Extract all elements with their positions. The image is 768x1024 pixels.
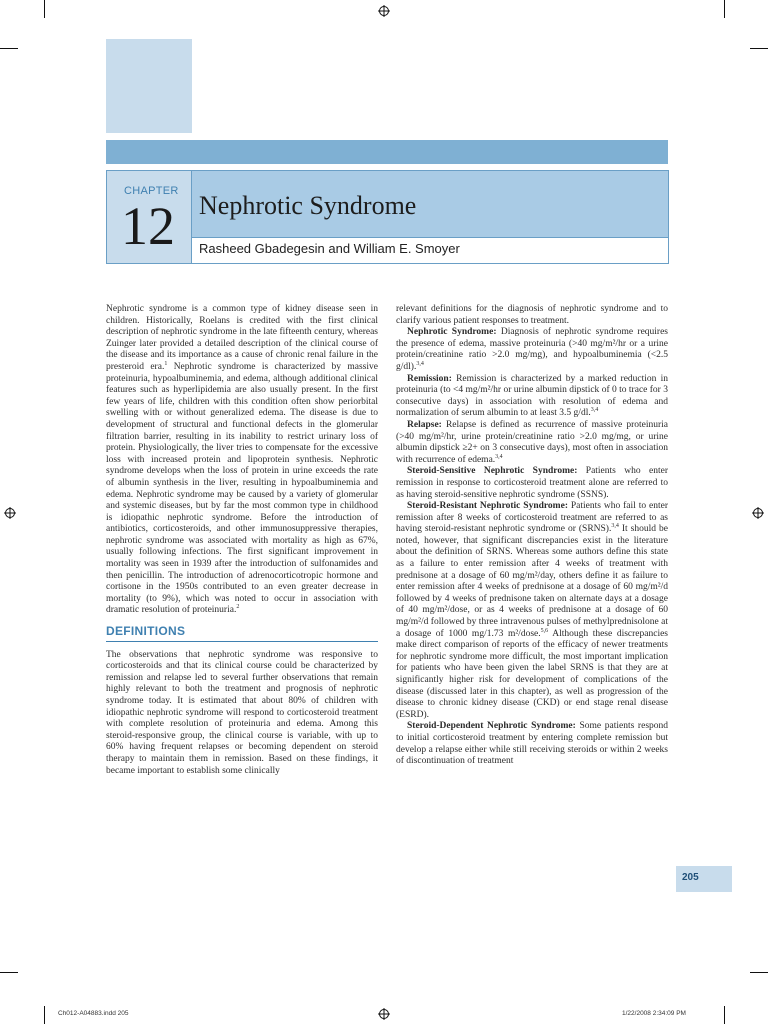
- chapter-authors: Rasheed Gbadegesin and William E. Smoyer: [199, 241, 460, 256]
- definition-remission: Remission: Remission is characterized by a marked reduction in proteinuria (to <4 mg/m²/hr or urine albumin dipstick of 0 to trace for 3 consecutive days) in association with resolution of edema and normalization of serum albumin to at least 3.5 g/dl.$^{3,4}$: [396, 373, 668, 419]
- crop-mark: [724, 1006, 725, 1024]
- chapter-title: Nephrotic Syndrome: [199, 191, 417, 220]
- section-heading: DEFINITIONS: [106, 626, 378, 642]
- header-band: [106, 140, 668, 164]
- crop-mark: [44, 1006, 45, 1024]
- definition-relapse: Relapse: Relapse is defined as recurrence of massive proteinuria (>40 mg/m²/hr, urine protein/creatinine ratio >2.0 mg/mg, or urine albumin dipstick ≥2+ on 3 consecutive days), most often in association with recurrence of edema.$^{3,4}$: [396, 419, 668, 465]
- footer-timestamp: 1/22/2008 2:34:09 PM: [622, 1010, 686, 1017]
- crop-mark: [0, 972, 18, 973]
- crop-mark: [44, 0, 45, 18]
- definition-srns: Steroid-Resistant Nephrotic Syndrome: Patients who fail to enter remission after 8 weeks of corticosteroid treatment are referred to as having steroid-resistant nephrotic syndrome or (SRNS).$^{3,4}$ It should be noted, however, that significant discrepancies exist in the literature about the definition of SRNS. Whereas some authors define this state as a failure to enter remission after 4 weeks of treatment with prednisone at a dosage of 60 mg/m²/day, others define it as failure to enter remission after 4 weeks of prednisone at a dosage of 60 mg/m²/d followed by 4 weeks of prednisone taken on alternate days at a dosage of 40 mg/m²/dose, or as 4 weeks of prednisone at a dosage of 60 mg/m²/d followed by three intravenous pulses of methylprednisolone at a dosage of 1000 mg/1.73 m²/dose.$^{5,6}$ Although these discrepancies make direct comparison of reports of the efficacy of newer treatments for nephrotic syndrome more difficult, the most important implication for patients who have been given the label SRNS is that they are at significantly higher risk for development of complications of the disease (discussed later in this chapter), as well as progression of the disease to chronic kidney disease (CKD) or end stage renal disease (ESRD).: [396, 501, 668, 720]
- crop-mark: [724, 0, 725, 18]
- body-paragraph: relevant definitions for the diagnosis of nephrotic syndrome and to clarify various patient responses to treatment.: [396, 304, 668, 326]
- definition-ssns: Steroid-Sensitive Nephrotic Syndrome: Patients who enter remission in response to corticosteroid treatment alone are referred to as having steroid-sensitive nephrotic syndrome (SSNS).: [396, 466, 668, 500]
- registration-mark-icon: [4, 507, 16, 519]
- definition-nephrotic-syndrome: Nephrotic Syndrome: Diagnosis of nephrotic syndrome requires the presence of edema, massive proteinuria (>40 mg/m²/hr or a urine protein/creatinine ratio >2.0 mg/mg), and hypoalbuminemia (<2.5 g/dl).$^{3,4}$: [396, 327, 669, 372]
- crop-mark: [750, 972, 768, 973]
- right-column: [396, 304, 668, 768]
- chapter-number-box: [107, 171, 192, 263]
- registration-mark-icon: [752, 507, 764, 519]
- chapter-title-bar: [192, 171, 668, 238]
- chapter-number: 12: [121, 196, 175, 256]
- crop-mark: [750, 48, 768, 49]
- body-paragraph: The observations that nephrotic syndrome was responsive to corticosteroids and that its clinical course could be characterized by remission and relapse led to several further observations that remain highly relevant to both the treatment and prognosis of nephrotic syndrome today. It is estimated that about 80% of children with idiopathic nephrotic syndrome will respond to corticosteroid treatment with complete resolution of proteinuria and edema. Among this steroid-responsive group, the clinical course is variable, with up to 60% having frequent relapses or becoming dependent on steroid therapy to maintain them in remission. Based on these findings, it became important to establish some clinically: [106, 649, 378, 776]
- page-number-tab: [676, 866, 732, 892]
- definition-sdns: Steroid-Dependent Nephrotic Syndrome: Some patients respond to initial corticosteroid treatment by entering complete remission but develop a relapse either while still receiving steroids or within 2 weeks of discontinuation of treatment: [396, 721, 669, 767]
- chapter-label: CHAPTER: [124, 185, 179, 197]
- left-column: [106, 304, 378, 777]
- footer-file-name: Ch012-A04883.indd 205: [58, 1010, 129, 1017]
- crop-mark: [0, 48, 18, 49]
- body-paragraph: Nephrotic syndrome is a common type of kidney disease seen in children. Historically, Roelans is credited with the first clinical description of nephrotic syndrome in the late fifteenth century, whereas Zuinger later provided a detailed description of the clinical course of the disease and its importance as a cause of chronic renal failure in the presteroid era.$^1$ Nephrotic syndrome is characterized by massive proteinuria, hypoalbuminemia, and edema, although additional clinical features such as hyperlipidemia are also usually present. In the first few years of life, children with this condition often show periorbital swelling with or without generalized edema. The disease is due to development of structural and functional defects in the glomerular filtration barrier, resulting in its inability to restrict urinary loss of protein. Physiologically, the liver tries to compensate for the excessive loss with increased protein and lipoprotein synthesis. Nephrotic syndrome develops when the loss of protein in urine exceeds the rate of albumin synthesis in the liver, resulting in hypoalbuminemia and edema. Nephrotic syndrome may be caused by a variety of glomerular and systemic diseases, but by far the most common type in childhood is idiopathic nephrotic syndrome. Before the introduction of antibiotics, corticosteroids, and other immunosuppressive therapies, nephrotic syndrome was associated with mortality as high as 67%, usually following infections. The first significant improvement in mortality was seen in 1939 after the introduction of sulfonamides and then penicillin. The introduction of adrenocorticotropic hormone and cortisone in the 1950s contributed to an even greater decrease in mortality (to 9%), which was noted to occur in association with dramatic resolution of proteinuria.$^2$: [106, 304, 378, 616]
- chapter-header: [106, 170, 669, 264]
- header-decoration-block: [106, 39, 192, 133]
- page-number: 205: [682, 872, 699, 883]
- registration-mark-icon: [378, 5, 390, 17]
- registration-mark-icon: [378, 1008, 390, 1020]
